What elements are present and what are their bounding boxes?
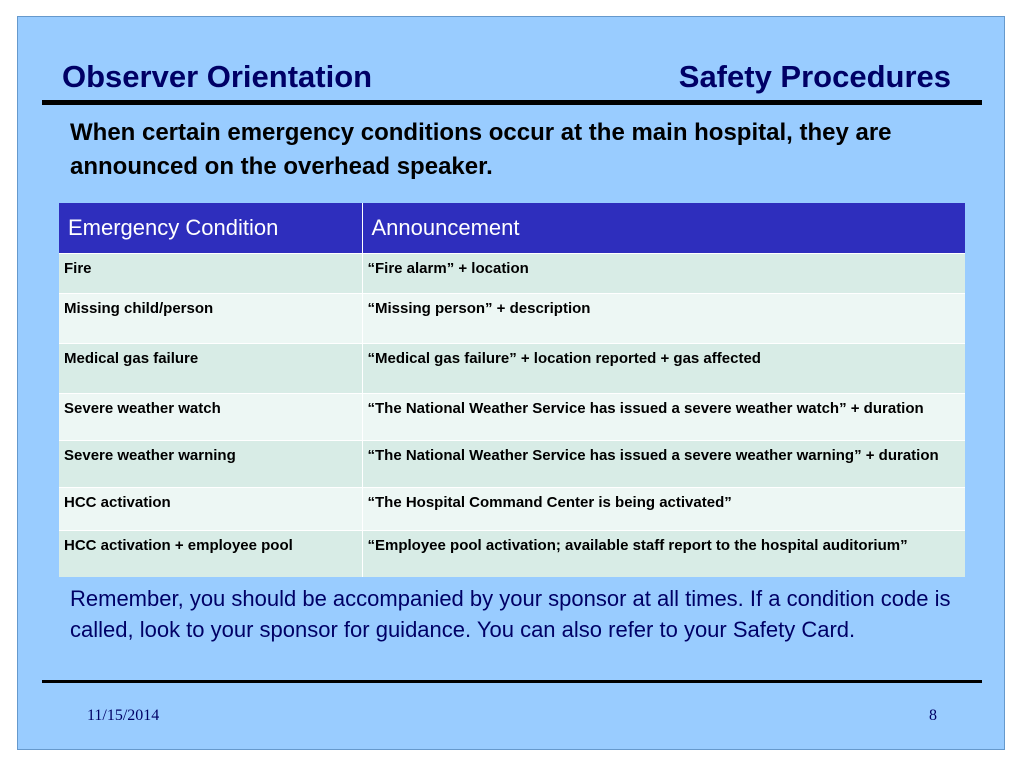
column-header-condition: Emergency Condition xyxy=(59,203,362,253)
announcement-cell: “Employee pool activation; available staff report to the hospital auditorium” xyxy=(362,530,965,577)
slide-section-title: Safety Procedures xyxy=(678,59,951,94)
table-row xyxy=(59,393,965,440)
table-header-row xyxy=(59,203,965,253)
column-header-announcement: Announcement xyxy=(362,203,965,253)
table-row xyxy=(59,487,965,530)
announcement-cell: “Missing person” + description xyxy=(362,293,965,343)
slide-title: Observer Orientation xyxy=(62,59,373,94)
condition-cell: HCC activation + employee pool xyxy=(59,530,362,577)
title-divider xyxy=(42,100,982,105)
announcement-cell: “The National Weather Service has issued a severe weather watch” + duration xyxy=(362,393,965,440)
table-row xyxy=(59,253,965,293)
table-row xyxy=(59,293,965,343)
intro-text: When certain emergency conditions occur at the main hospital, they are announced on the overhead speaker. xyxy=(70,119,892,180)
announcement-cell: “The Hospital Command Center is being activated” xyxy=(362,487,965,530)
footer-divider xyxy=(42,680,982,683)
table-row xyxy=(59,440,965,487)
footer-date: 11/15/2014 xyxy=(87,707,160,724)
announcement-cell: “Fire alarm” + location xyxy=(362,253,965,293)
condition-cell: HCC activation xyxy=(59,487,362,530)
emergency-table xyxy=(59,203,965,577)
slide-number: 8 xyxy=(929,707,937,724)
table-row xyxy=(59,530,965,577)
announcement-cell: “The National Weather Service has issued a severe weather warning” + duration xyxy=(362,440,965,487)
condition-cell: Medical gas failure xyxy=(59,343,362,393)
reminder-text: Remember, you should be accompanied by your sponsor at all times. If a condition code is called, look to your sponsor for guidance. You can also refer to your Safety Card. xyxy=(70,586,951,642)
condition-cell: Missing child/person xyxy=(59,293,362,343)
condition-cell: Severe weather warning xyxy=(59,440,362,487)
table-row xyxy=(59,343,965,393)
condition-cell: Severe weather watch xyxy=(59,393,362,440)
announcement-cell: “Medical gas failure” + location reported + gas affected xyxy=(362,343,965,393)
condition-cell: Fire xyxy=(59,253,362,293)
